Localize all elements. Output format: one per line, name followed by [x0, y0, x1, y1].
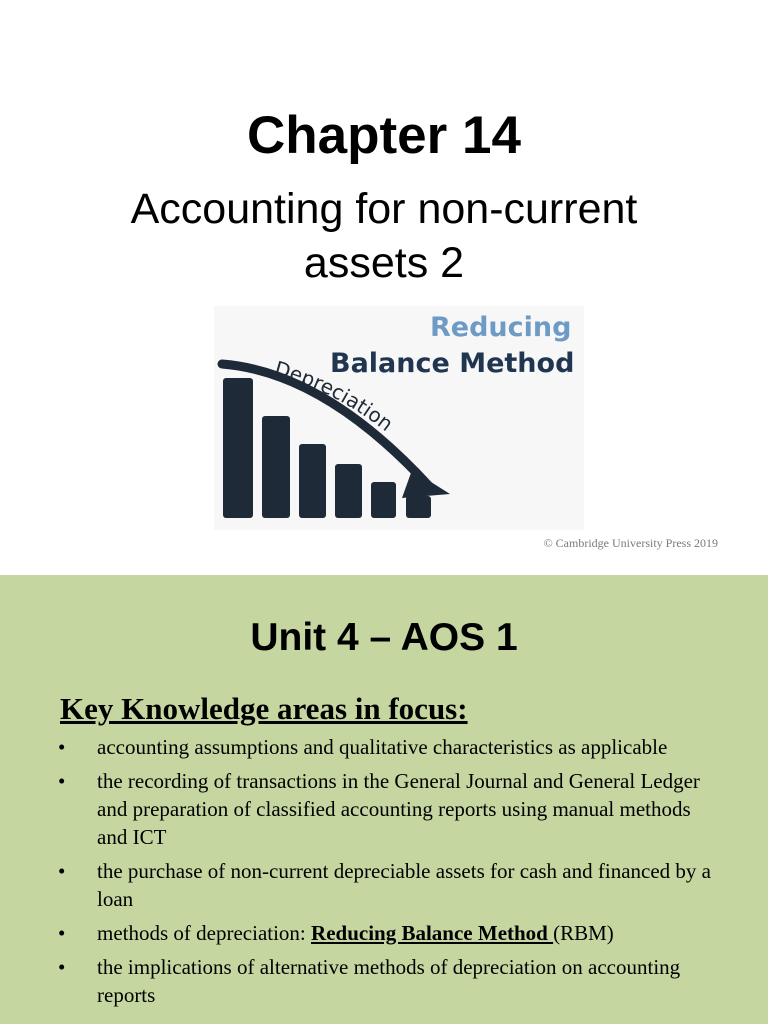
chapter-title: Chapter 14 [247, 106, 521, 165]
figure-text-depreciation: Depreciation [272, 356, 398, 436]
chapter-subtitle: Accounting for non-current assets 2 [130, 185, 638, 287]
bullet-icon: • [58, 955, 66, 979]
list-item-text: the recording of transactions in the General Journal and General Ledger and preparation of classified accounting reports using manual methods and ICT [97, 769, 700, 849]
bar-1 [223, 378, 253, 518]
list-item [58, 857, 718, 913]
copyright-notice: © Cambridge University Press 2019 [543, 536, 718, 550]
list-item [58, 767, 718, 851]
bar-5 [371, 482, 396, 518]
figure-text-balance-method: Balance Method [330, 348, 575, 379]
rbm-emphasis: Reducing Balance Method [311, 921, 554, 945]
bullet-icon: • [58, 735, 66, 759]
bullet-icon: • [58, 769, 66, 793]
list-item-text: accounting assumptions and qualitative characteristics as applicable [97, 735, 668, 759]
unit-title: Unit 4 – AOS 1 [250, 616, 518, 659]
bullet-icon: • [58, 921, 66, 945]
figure-text-reducing: Reducing [430, 312, 572, 343]
list-item [58, 733, 718, 761]
list-item-prefix: methods of depreciation: [97, 921, 312, 945]
bar-6 [406, 496, 431, 518]
list-item-suffix: (RBM) [553, 921, 614, 945]
slide-key-knowledge [0, 575, 768, 1024]
bar-3 [299, 444, 326, 518]
list-item-text: the purchase of non-current depreciable assets for cash and financed by a loan [97, 859, 711, 911]
key-knowledge-list [58, 733, 718, 1015]
arrow-head-icon [402, 470, 450, 498]
list-item [58, 953, 718, 1009]
bullet-icon: • [58, 859, 66, 883]
list-item-text: the implications of alternative methods of depreciation on accounting reports [97, 955, 681, 1007]
depreciation-figure [214, 306, 584, 530]
depreciation-illustration [214, 306, 584, 530]
key-knowledge-heading: Key Knowledge areas in focus: [60, 691, 468, 726]
list-item [58, 919, 718, 947]
bar-2 [262, 416, 290, 518]
bar-4 [335, 464, 362, 518]
